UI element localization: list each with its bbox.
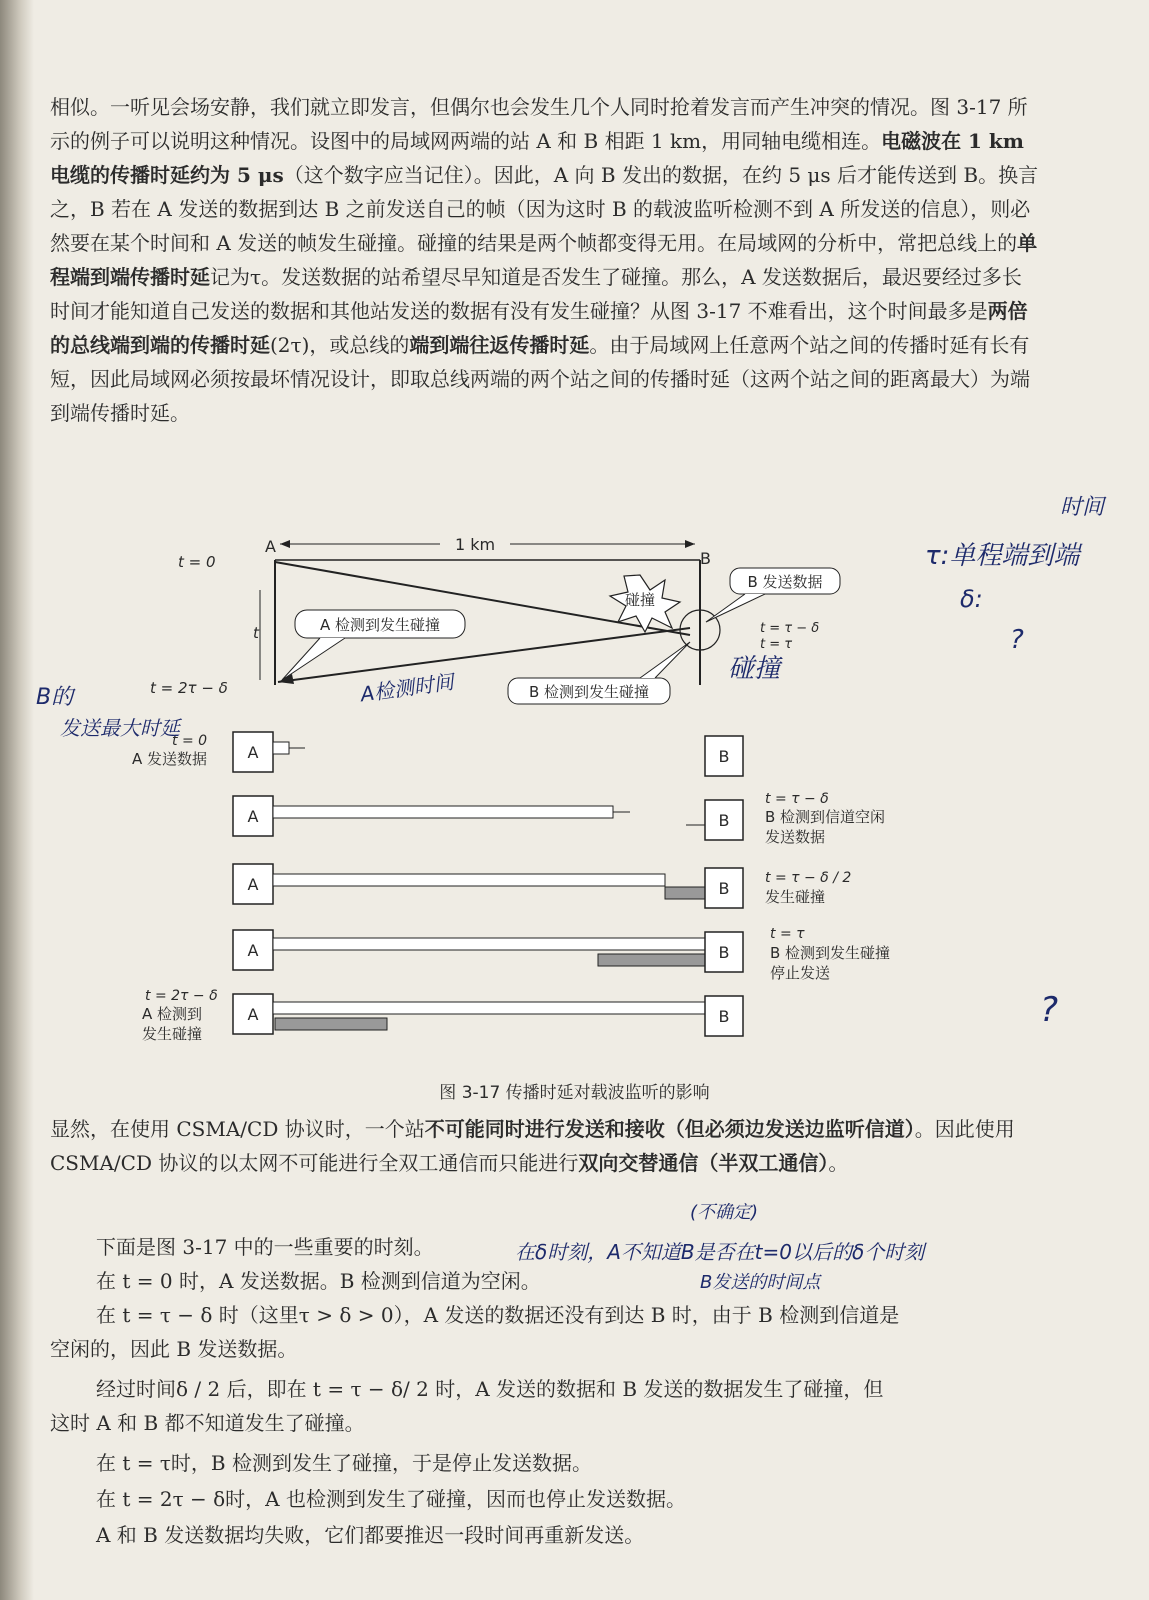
row-desc2-label: 发生碰撞 xyxy=(142,1025,203,1043)
row-time-label: t = τ − δ / 2 xyxy=(765,870,852,886)
main-paragraph xyxy=(50,90,1040,430)
handwritten-note: B发送的时间点 xyxy=(700,1272,821,1293)
station-a-label: A xyxy=(247,807,259,826)
station-b-label: B xyxy=(718,943,730,962)
row-time-label: t = 0 xyxy=(172,733,208,749)
a-detect-text: A 检测到发生碰撞 xyxy=(319,616,441,634)
distance-arrowhead-right xyxy=(685,540,695,548)
distance-label: 1 km xyxy=(454,535,496,554)
a-label: A xyxy=(265,537,276,556)
bold-run: 电磁波在 1 km 电缆的传播时延约为 5 μs xyxy=(50,129,1024,187)
a-frame-bar xyxy=(273,874,665,886)
t-axis-label: t xyxy=(253,624,259,642)
handwritten-note: A检测时间 xyxy=(358,669,456,707)
moment-line: 在 t = 2τ − δ时，A 也检测到发生了碰撞，因而也停止发送数据。 xyxy=(96,1487,686,1511)
second-paragraph xyxy=(50,1112,1040,1180)
text-run: 相似。一听见会场安静，我们就立即发言，但偶尔也会发生几个人同时抢着发言而产生冲突的情况。图 3-17 所示的例子可以说明这种情况。设图中的局域网两端的站 A 和 B 相距 1 km，用同轴电缆相连。 xyxy=(50,95,1028,153)
bold-run: 两倍的总线端到端的传播时延 xyxy=(50,299,1028,357)
station-a-label: A xyxy=(247,941,259,960)
handwritten-note: 发送最大时延 xyxy=(60,716,180,740)
station-a-label: A xyxy=(247,1005,259,1024)
bold-run: 单程端到端传播时延 xyxy=(50,231,1038,289)
row-time-label: t = τ xyxy=(770,926,805,942)
figure-caption: 图 3-17 传播时延对载波监听的影响 xyxy=(439,1083,710,1103)
b-send-text: B 发送数据 xyxy=(747,573,823,591)
handwritten-note: ? xyxy=(1010,625,1024,655)
b-detect-text: B 检测到发生碰撞 xyxy=(528,683,650,701)
row-desc2-label: 停止发送 xyxy=(770,964,831,982)
b-label: B xyxy=(700,549,711,568)
bold-run: 双向交替通信（半双工通信） xyxy=(578,1151,829,1175)
station-a-label: A xyxy=(247,743,259,762)
moment-line: 这时 A 和 B 都不知道发生了碰撞。 xyxy=(50,1411,365,1435)
row-desc-label: 发生碰撞 xyxy=(765,888,826,906)
handwritten-note: 时间 xyxy=(1060,495,1105,520)
a-frame-bar xyxy=(273,742,289,754)
row-time-label: t = 2τ − δ xyxy=(145,988,218,1004)
bold-run: 端到端往返传播时延 xyxy=(409,333,590,357)
handwritten-note: ? xyxy=(1040,990,1059,1030)
t-tau-label: t = τ xyxy=(760,637,793,652)
moment-line: A 和 B 发送数据均失败，它们都要推迟一段时间再重新发送。 xyxy=(96,1523,645,1547)
text-run: 。 xyxy=(828,1151,849,1175)
row-desc-label: A 检测到 xyxy=(142,1005,203,1023)
station-b-label: B xyxy=(718,1007,730,1026)
moment-line: 在 t = τ − δ 时（这里τ > δ > 0），A 发送的数据还没有到达 B 时，由于 B 检测到信道是 xyxy=(96,1303,900,1327)
b-frame-bar xyxy=(665,887,705,899)
b-frame-bar xyxy=(275,1018,387,1030)
handwritten-note: τ:单程端到端 xyxy=(925,541,1080,571)
handwritten-note: 碰撞 xyxy=(728,654,781,684)
moment-line: 在 t = τ时，B 检测到发生了碰撞，于是停止发送数据。 xyxy=(96,1451,592,1475)
text-run: （这个数字应当记住）。因此，A 向 B 发出的数据，在约 5 μs 后才能传送到 B。换言之，B 若在 A 发送的数据到达 B 之前发送自己的帧（因为这时 B 的载波监听检测不到 A 所发送的信息），则必然要在某个时间和 A 发送的帧发生碰撞。碰撞的结果是两个帧都变得无用。在局域网的分析中，常把总线上的 xyxy=(50,163,1039,255)
handwritten-note: 在δ时刻，A不知道B是否在t=0以后的δ个时刻 xyxy=(515,1240,925,1264)
moments-intro: 下面是图 3-17 中的一些重要的时刻。 xyxy=(96,1235,434,1259)
station-a-label: A xyxy=(247,875,259,894)
row-desc2-label: 发送数据 xyxy=(765,828,826,846)
text-run: 记为τ。发送数据的站希望尽早知道是否发生了碰撞。那么，A 发送数据后，最迟要经过多长时间才能知道自己发送的数据和其他站发送的数据有没有发生碰撞？从图 3-17 不难看出，这个时间最多是 xyxy=(50,265,1022,323)
a-frame-bar xyxy=(273,806,613,818)
distance-arrowhead-left xyxy=(280,540,290,548)
row-desc-label: B 检测到发生碰撞 xyxy=(770,944,891,962)
t-tau-delta-label: t = τ − δ xyxy=(760,621,820,636)
bold-run: 不可能同时进行发送和接收（但必须边发送边监听信道） xyxy=(424,1117,915,1141)
handwritten-note: B的 xyxy=(36,685,74,710)
row-desc-label: B 检测到信道空闲 xyxy=(765,808,886,826)
b-send-pointer xyxy=(706,594,765,622)
t-end-label: t = 2τ − δ xyxy=(150,679,228,697)
handwritten-note: δ: xyxy=(960,585,983,613)
b-frame-bar xyxy=(598,954,705,966)
handwritten-note: (不确定) xyxy=(690,1202,759,1223)
a-frame-bar xyxy=(273,1002,705,1014)
station-b-label: B xyxy=(718,879,730,898)
moment-line: 空闲的，因此 B 发送数据。 xyxy=(50,1337,298,1361)
text-run: (2τ)，或总线的 xyxy=(270,333,410,357)
collision-label: 碰撞 xyxy=(624,591,656,609)
moment-line: 经过时间δ / 2 后，即在 t = τ − δ/ 2 时，A 发送的数据和 B 发送的数据发生了碰撞，但 xyxy=(96,1377,884,1401)
row-time-label: t = τ − δ xyxy=(765,791,829,807)
text-run: 。由于局域网上任意两个站之间的传播时延有长有短，因此局域网必须按最坏情况设计，即取总线两端的两个站之间的传播时延（这两个站之间的距离最大）为端到端传播时延。 xyxy=(50,333,1030,425)
row-desc-label: A 发送数据 xyxy=(132,750,208,768)
text-run: 。因此使用 CSMA/CD 协议的以太网不可能进行全双工通信而只能进行 xyxy=(50,1117,1015,1175)
text-run: 显然，在使用 CSMA/CD 协议时，一个站 xyxy=(50,1117,425,1141)
station-b-label: B xyxy=(718,747,730,766)
t0-label: t = 0 xyxy=(178,553,216,571)
b-detect-pointer xyxy=(640,642,690,678)
a-frame-bar xyxy=(273,938,705,950)
station-b-label: B xyxy=(718,811,730,830)
moment-line: 在 t = 0 时，A 发送数据。B 检测到信道为空闲。 xyxy=(96,1269,541,1293)
